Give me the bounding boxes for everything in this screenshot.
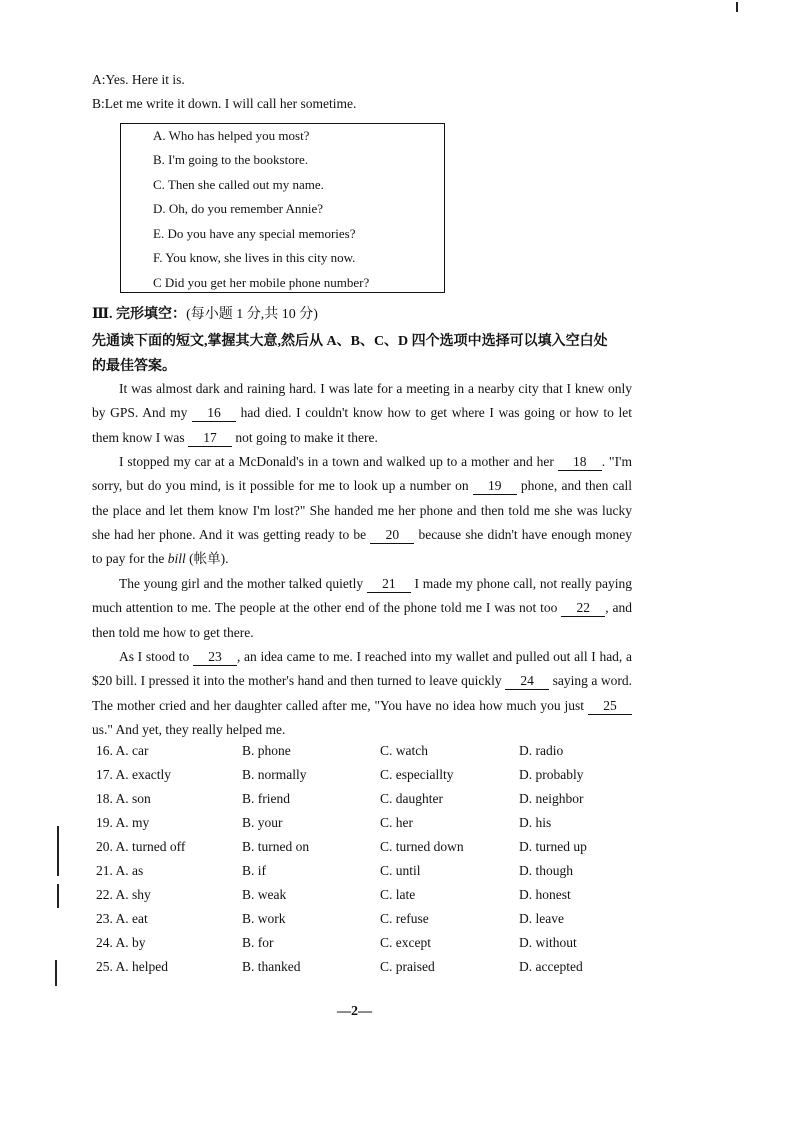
passage-text: saying a word. The mother cried and her daughter called after me, "You have no idea how much you just	[92, 673, 632, 713]
option-b-text: B. if	[242, 863, 267, 878]
passage-paragraph-3	[92, 572, 632, 645]
blank-19: 19	[473, 478, 517, 495]
option-c-text: C. late	[380, 887, 416, 902]
section-instruction-line2: 的最佳答案。	[92, 359, 176, 374]
passage-text: , and then told me how to get there.	[92, 600, 632, 640]
option-b-text: B. your	[242, 815, 283, 830]
passage-text: It was almost dark and raining hard. I was late for a meeting in a nearby city that I knew only by GPS. And my	[92, 381, 632, 421]
blank-17: 17	[188, 430, 232, 447]
scan-mark	[57, 884, 59, 908]
option-b-text: B. phone	[242, 743, 291, 758]
question-row	[92, 839, 652, 863]
blank-18: 18	[558, 454, 602, 471]
blank-20: 20	[370, 527, 414, 544]
question-row	[92, 791, 652, 815]
option-c-text: C. except	[380, 935, 431, 950]
option-c-text: C. watch	[380, 743, 428, 758]
option-a-text: 22. A. shy	[96, 887, 151, 902]
option-a-text: 16. A. car	[96, 743, 149, 758]
option-d-text: D. turned up	[519, 839, 587, 854]
passage-text: As I stood to	[119, 649, 193, 664]
option-d-text: D. without	[519, 935, 577, 950]
option-d-text: D. though	[519, 863, 573, 878]
option-c: C. Then she called out my name.	[153, 177, 324, 192]
option-d: D. Oh, do you remember Annie?	[153, 201, 324, 216]
passage-paragraph-1	[92, 377, 632, 450]
option-b-text: B. turned on	[242, 839, 310, 854]
question-row	[92, 815, 652, 839]
question-row	[92, 743, 652, 767]
blank-22: 22	[561, 600, 605, 617]
blank-16: 16	[192, 405, 236, 422]
option-a-text: 19. A. my	[96, 815, 150, 830]
dialogue-line-a	[92, 72, 185, 88]
blank-25: 25	[588, 698, 632, 715]
option-b-text: B. normally	[242, 767, 307, 782]
page-number: —2—	[337, 1004, 372, 1019]
passage-text: phone, and then call the place and let them know I'm lost?" She handed me her phone and then told me she was lucky she had her phone. And it was getting ready to be	[92, 478, 632, 542]
passage-text: I stopped my car at a McDonald's in a town and walked up to a mother and her	[119, 454, 558, 469]
question-row	[92, 887, 652, 911]
scan-mark	[57, 826, 59, 876]
option-a-text: 18. A. son	[96, 791, 151, 806]
option-a-text: 24. A. by	[96, 935, 146, 950]
option-a-text: 21. A. as	[96, 863, 144, 878]
option-c-text: C. especiallty	[380, 767, 454, 782]
option-a-text: 23. A. eat	[96, 911, 148, 926]
passage-text: , an idea came to me. I reached into my wallet and pulled out all I had, a $20 bill. I pressed it into the mother's hand and then turned to leave quickly	[92, 649, 632, 689]
option-e: E. Do you have any special memories?	[153, 226, 356, 241]
option-a-text: 17. A. exactly	[96, 767, 171, 782]
question-row	[92, 911, 652, 935]
option-c-text: C. refuse	[380, 911, 429, 926]
options-box	[120, 123, 445, 293]
option-f: F. You know, she lives in this city now.	[153, 250, 356, 265]
passage-text: us." And yet, they really helped me.	[92, 721, 286, 737]
option-g: C Did you get her mobile phone number?	[153, 275, 370, 290]
option-b: B. I'm going to the bookstore.	[153, 152, 309, 167]
option-c-text: C. daughter	[380, 791, 443, 806]
option-d-text: D. accepted	[519, 959, 583, 974]
option-d-text: D. neighbor	[519, 791, 584, 806]
passage-text: not going to make it there.	[231, 429, 378, 445]
question-row	[92, 767, 652, 791]
section-score: (每小题 1 分,共 10 分)	[186, 307, 318, 322]
option-a-text: 20. A. turned off	[96, 839, 186, 854]
dialogue-text: Yes. Here it is.	[105, 72, 185, 87]
passage-paragraph-2	[92, 450, 632, 571]
option-a: A. Who has helped you most?	[153, 128, 310, 143]
option-b-text: B. thanked	[242, 959, 301, 974]
option-c-text: C. her	[380, 815, 413, 830]
section-heading	[92, 303, 318, 323]
speaker-label: A:	[92, 72, 106, 87]
option-a-text: 25. A. helped	[96, 959, 168, 974]
section-title: Ⅲ. 完形填空：	[92, 307, 187, 322]
passage-paragraph-4	[92, 645, 632, 742]
option-b-text: B. work	[242, 911, 286, 926]
option-d-text: D. radio	[519, 743, 564, 758]
blank-23: 23	[193, 649, 237, 666]
speaker-label: B:	[92, 96, 105, 111]
passage-text: . "I'm sorry, but do you mind, is it possible for me to look up a number on	[92, 454, 632, 494]
blank-24: 24	[505, 673, 549, 690]
italic-bill: bill	[167, 551, 186, 567]
option-b-text: B. weak	[242, 887, 287, 902]
scan-mark	[736, 2, 738, 12]
dialogue-line-b	[92, 96, 356, 112]
option-d-text: D. probably	[519, 767, 584, 782]
dialogue-text: Let me write it down. I will call her sometime.	[104, 96, 357, 111]
passage-text: (帐单).	[185, 551, 229, 567]
option-c-text: C. turned down	[380, 839, 464, 854]
passage-text: The young girl and the mother talked quietly	[119, 576, 367, 591]
passage-text: I made my phone call, not really paying much attention to me. The people at the other end of the phone told me I was not too	[92, 576, 632, 616]
blank-21: 21	[367, 576, 411, 593]
question-row	[92, 959, 652, 983]
passage-text: had died. I couldn't know how to get where I was going or how to let them know I was	[92, 405, 633, 445]
option-c-text: C. praised	[380, 959, 435, 974]
option-b-text: B. friend	[242, 791, 290, 806]
passage-text: because she didn't have enough money to pay for the	[92, 526, 632, 567]
option-d-text: D. honest	[519, 887, 571, 902]
option-d-text: D. his	[519, 815, 552, 830]
question-row	[92, 863, 652, 887]
option-d-text: D. leave	[519, 911, 564, 926]
section-instruction-line1: 先通读下面的短文,掌握其大意,然后从 A、B、C、D 四个选项中选择可以填入空白处	[92, 334, 608, 349]
question-row	[92, 935, 652, 959]
option-b-text: B. for	[242, 935, 274, 950]
option-c-text: C. until	[380, 863, 421, 878]
scan-mark	[55, 960, 57, 986]
